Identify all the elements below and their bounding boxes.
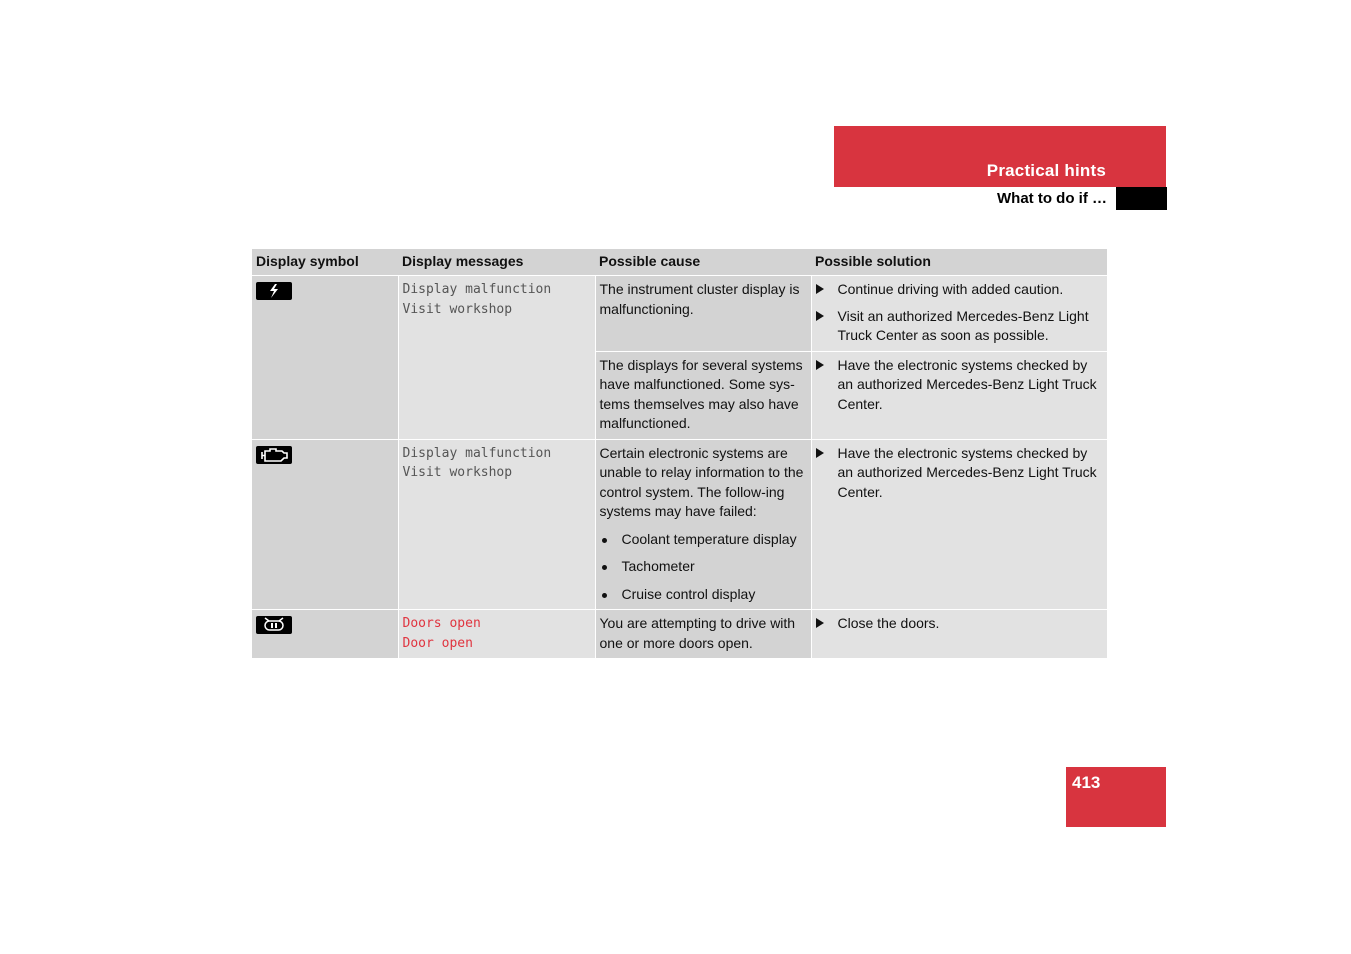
solution-step: Have the electronic systems checked by an authorized Mercedes-Benz Light Truck Center. bbox=[816, 444, 1104, 503]
door-open-icon bbox=[256, 616, 292, 634]
electrical-fault-icon bbox=[256, 282, 292, 300]
page-number-box bbox=[1066, 767, 1166, 827]
message-cell bbox=[398, 610, 595, 659]
cause-cell bbox=[595, 276, 811, 352]
bullet-icon bbox=[602, 565, 607, 570]
cause-bullet: Cruise control display bbox=[600, 585, 807, 605]
cause-text: Certain electronic systems are unable to relay information to the control system. The follow-ing systems may have failed: bbox=[599, 444, 804, 519]
bullet-icon bbox=[602, 538, 607, 543]
display-message-line: Door open bbox=[402, 635, 473, 651]
solution-step: Visit an authorized Mercedes-Benz Light Truck Center as soon as possible. bbox=[816, 307, 1104, 346]
symbol-cell bbox=[252, 276, 398, 440]
cause-text: You are attempting to drive with one or more doors open. bbox=[599, 615, 796, 651]
solution-step: Continue driving with added caution. bbox=[816, 280, 1104, 300]
cause-text: The instrument cluster display is malfunctioning. bbox=[599, 281, 800, 317]
column-header-messages: Display messages bbox=[398, 249, 595, 276]
display-message-line: Display malfunction bbox=[402, 445, 552, 461]
symbol-cell bbox=[252, 439, 398, 610]
display-message-line: Display malfunction bbox=[402, 282, 552, 297]
cause-cell bbox=[595, 351, 811, 439]
column-header-symbol: Display symbol bbox=[252, 249, 398, 276]
solution-cell bbox=[811, 610, 1107, 659]
solution-cell bbox=[811, 276, 1107, 352]
arrow-right-icon bbox=[816, 311, 824, 321]
table-header-row bbox=[252, 249, 1107, 276]
display-message-line: Visit workshop bbox=[402, 465, 513, 480]
page-number: 413 bbox=[1072, 773, 1101, 792]
solution-step: Have the electronic systems checked by an authorized Mercedes-Benz Light Truck Center. bbox=[816, 356, 1104, 415]
cause-bullet: Tachometer bbox=[600, 557, 807, 577]
bullet-icon bbox=[602, 593, 607, 598]
section-title: Practical hints bbox=[986, 161, 1106, 180]
section-header-bar bbox=[834, 126, 1166, 187]
subsection-title: What to do if … bbox=[997, 190, 1107, 207]
solution-cell bbox=[811, 351, 1107, 439]
table-row bbox=[252, 439, 1107, 610]
arrow-right-icon bbox=[816, 618, 824, 628]
message-cell bbox=[398, 276, 595, 440]
engine-icon bbox=[256, 446, 292, 464]
arrow-right-icon bbox=[816, 284, 824, 294]
display-message-line: Doors open bbox=[402, 616, 481, 631]
solution-cell bbox=[811, 439, 1107, 610]
column-header-solution: Possible solution bbox=[811, 249, 1107, 276]
message-cell bbox=[398, 439, 595, 610]
solution-step: Close the doors. bbox=[816, 614, 1104, 634]
table-row bbox=[252, 276, 1107, 352]
column-header-cause: Possible cause bbox=[595, 249, 811, 276]
arrow-right-icon bbox=[816, 360, 824, 370]
display-message-line: Visit workshop bbox=[402, 301, 513, 317]
cause-cell bbox=[595, 610, 811, 659]
cause-text: The displays for several systems have malfunctioned. Some sys-tems themselves may also have malfunctioned. bbox=[599, 356, 803, 431]
symbol-cell bbox=[252, 610, 398, 659]
display-messages-table bbox=[252, 249, 1107, 659]
section-tab-marker bbox=[1116, 187, 1167, 210]
cause-bullet: Coolant temperature display bbox=[600, 530, 807, 550]
arrow-right-icon bbox=[816, 448, 824, 458]
table-row bbox=[252, 610, 1107, 659]
cause-cell bbox=[595, 439, 811, 610]
